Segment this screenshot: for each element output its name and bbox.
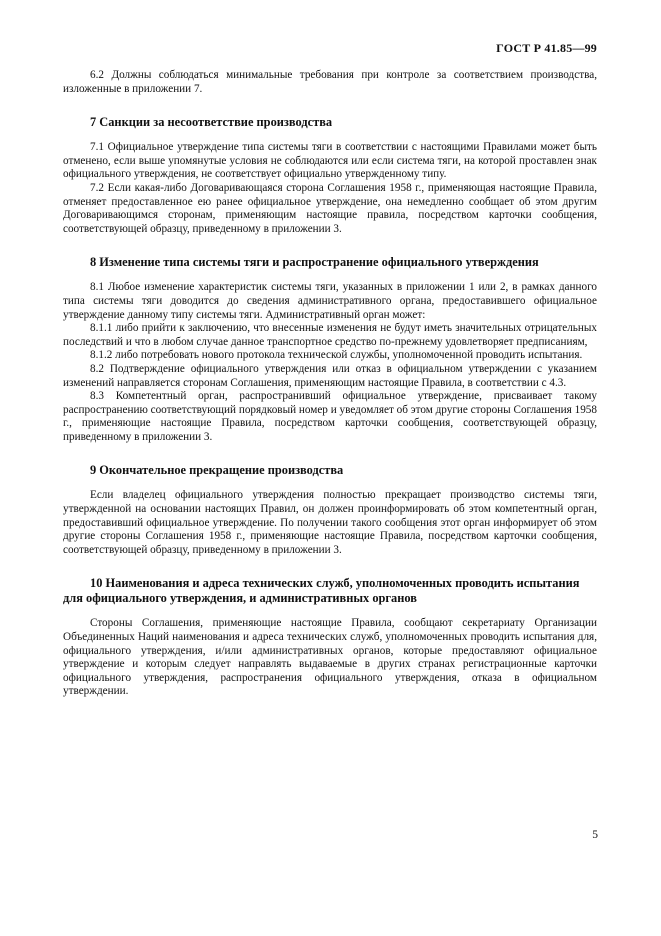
document-code: ГОСТ Р 41.85—99: [496, 41, 597, 55]
paragraph-8-2: 8.2 Подтверждение официального утверждения или отказ в официальном утверждении с указанием изменений направляется сторонам Соглашения, применяющим настоящие Правила, в соответствии с 4.3.: [63, 362, 597, 389]
paragraph-8-1-2: 8.1.2 либо потребовать нового протокола технической службы, уполномоченной проводить испытания.: [90, 349, 583, 362]
paragraph-7-2: 7.2 Если какая-либо Договаривающаяся сторона Соглашения 1958 г., применяющая настоящие Правила, отменяет предоставленное ею ранее официальное утверждение, она немедленно сообщает об этом другим Договаривающимся сторонам, применяющим настоящие правила, посредством карточки сообщения, соответствующей образцу, приведенному в приложении 3.: [63, 181, 597, 235]
paragraph-8-3: 8.3 Компетентный орган, распространивший официальное утверждение, присваивает такому распространению соответствующий порядковый номер и уведомляет об этом другие стороны Соглашения 1958 г., применяющие настоящие Правила, посредством карточки сообщения, соответствующей образцу, приведенному в приложении 3.: [63, 390, 597, 443]
section-8-title: 8 Изменение типа системы тяги и распространение официального утверждения: [90, 255, 539, 270]
paragraph-8-1-1: 8.1.1 либо прийти к заключению, что внесенные изменения не будут иметь значительных отрицательных последствий и что в любом случае данное транспортное средство по-прежнему удовлетворяет предписаниям,: [63, 322, 597, 348]
section-9-title: 9 Окончательное прекращение производства: [90, 463, 344, 478]
paragraph-6-2: 6.2 Должны соблюдаться минимальные требования при контроле за соответствием производства, изложенные в приложении 7.: [63, 69, 597, 95]
paragraph-10: Стороны Соглашения, применяющие настоящие Правила, сообщают секретариату Организации Объединенных Наций наименования и адреса технических служб, уполномоченных проводить испытания для, официального утверждения, и/или административных органов, которые предоставляют официальное утверждение и которым следует направлять выдаваемые в других странах регистрационные карточки официального утверждения, распространения официального утверждения, отказа в официальном утверждении.: [63, 617, 597, 698]
page-number: 5: [592, 829, 598, 841]
section-7-title: 7 Санкции за несоответствие производства: [90, 115, 333, 130]
document-body: [63, 69, 597, 699]
paragraph-7-1: 7.1 Официальное утверждение типа системы тяги в соответствии с настоящими Правилами может быть отменено, если выше упомянутые условия не соблюдаются или если система тяги, на которой проставлен знак официального утверждения, не соответствует официально утвержденному типу.: [63, 141, 597, 181]
paragraph-8-1: 8.1 Любое изменение характеристик системы тяги, указанных в приложении 1 или 2, в рамках данного типа системы тяги доводится до сведения административного органа, предоставившего официальное утверждение данному типу системы тяги. Административный орган может:: [63, 281, 597, 321]
section-10-title: 10 Наименования и адреса технических служб, уполномоченных проводить испытания для официального утверждения, и административных органов: [63, 576, 580, 606]
paragraph-9: Если владелец официального утверждения полностью прекращает производство системы тяги, утвержденной на основании настоящих Правил, он должен проинформировать об этом компетентный орган, предоставивший официальное утверждение. По получении такого сообщения этот орган информирует об этом другие стороны Соглашения 1958 г., применяющие настоящие Правила, посредством карточки сообщения, соответствующей образцу, приведенному в приложении 3.: [63, 489, 597, 556]
